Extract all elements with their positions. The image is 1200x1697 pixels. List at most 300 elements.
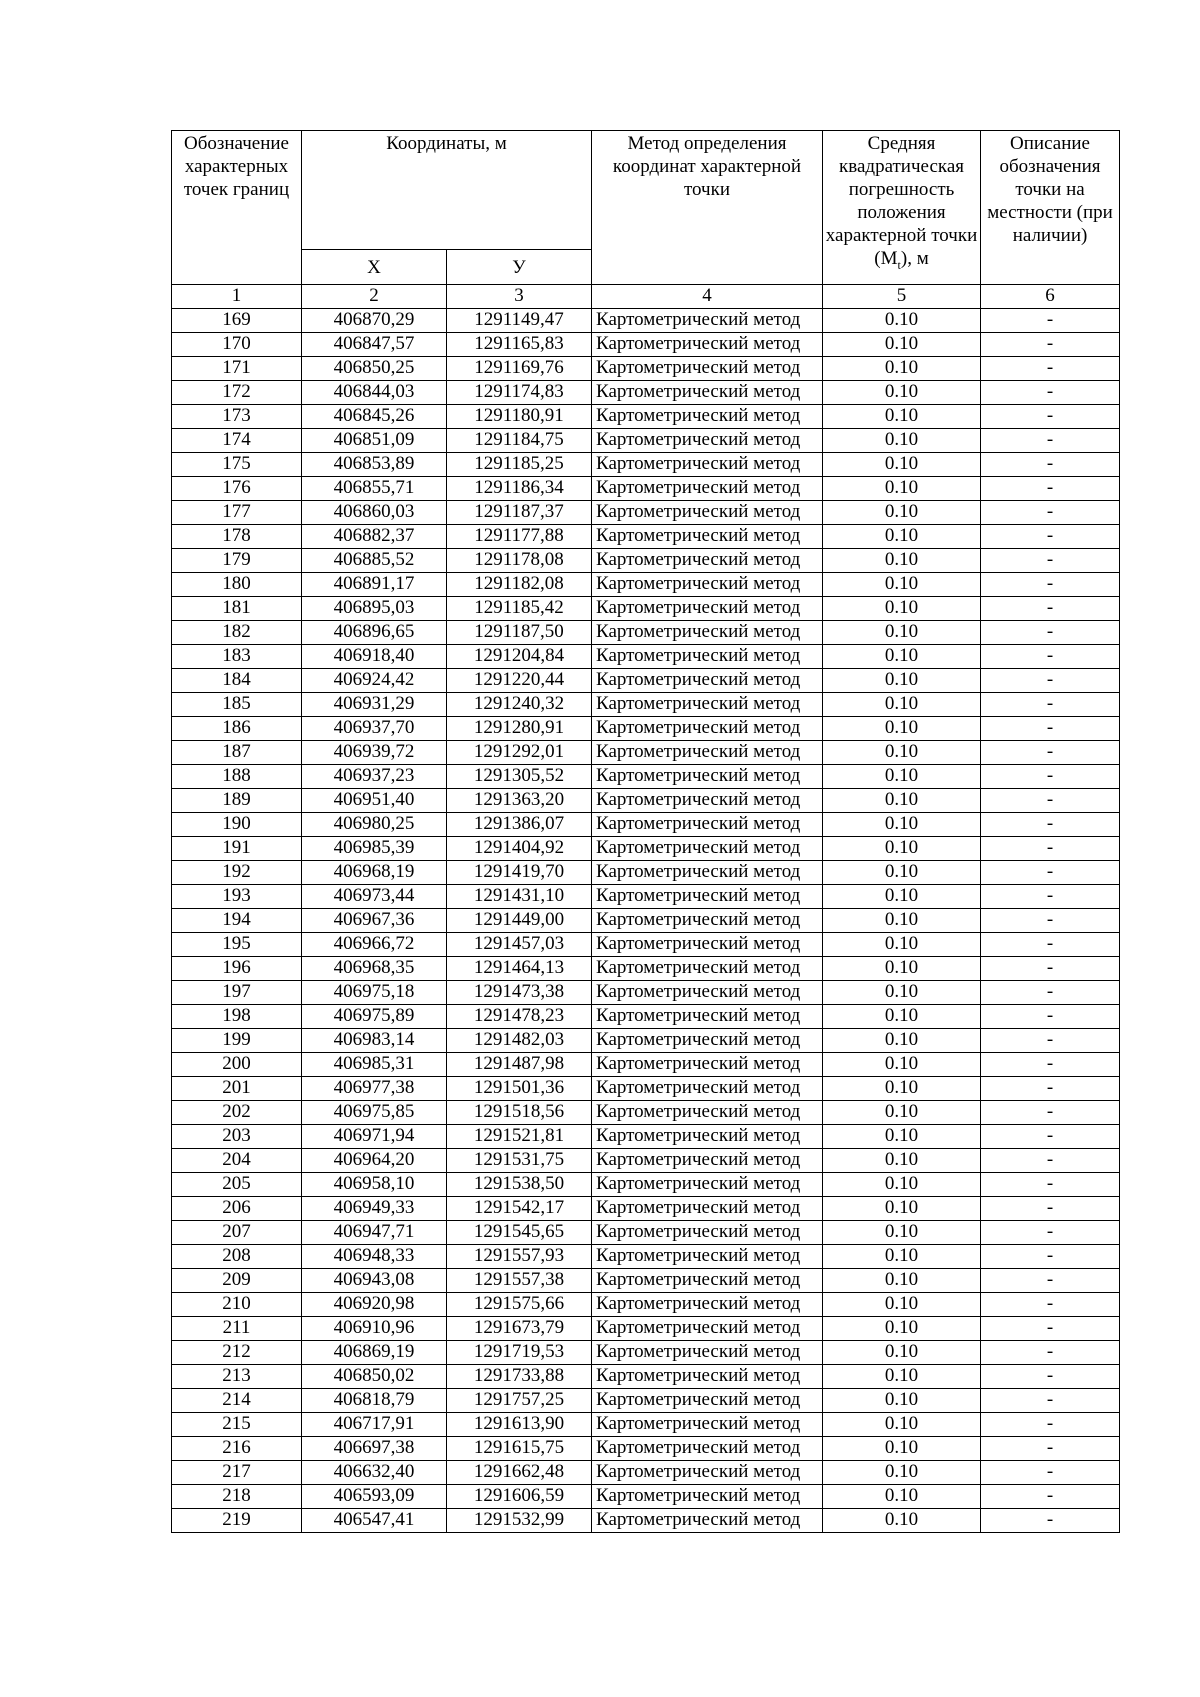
method-cell: Картометрический метод: [592, 525, 823, 549]
y-coordinate-cell: 1291542,17: [447, 1197, 592, 1221]
x-coordinate-cell: 406844,03: [302, 381, 447, 405]
error-cell: 0.10: [823, 765, 981, 789]
error-cell: 0.10: [823, 1245, 981, 1269]
method-cell: Картометрический метод: [592, 405, 823, 429]
y-coordinate-cell: 1291449,00: [447, 909, 592, 933]
header-error-text: Средняя квадратическая погрешность положения характерной точки (M: [825, 133, 978, 269]
error-cell: 0.10: [823, 597, 981, 621]
x-coordinate-cell: 406951,40: [302, 789, 447, 813]
x-coordinate-cell: 406964,20: [302, 1149, 447, 1173]
table-header: [172, 131, 1120, 285]
error-cell: 0.10: [823, 1197, 981, 1221]
y-coordinate-cell: 1291487,98: [447, 1053, 592, 1077]
point-id-cell: 212: [172, 1341, 302, 1365]
table-row: [172, 1053, 1120, 1077]
table-row: [172, 885, 1120, 909]
point-id-cell: 191: [172, 837, 302, 861]
method-cell: Картометрический метод: [592, 1485, 823, 1509]
x-coordinate-cell: 406948,33: [302, 1245, 447, 1269]
table-row: [172, 1077, 1120, 1101]
y-coordinate-cell: 1291521,81: [447, 1125, 592, 1149]
description-cell: -: [981, 933, 1120, 957]
table-row: [172, 741, 1120, 765]
table-row: [172, 1461, 1120, 1485]
description-cell: -: [981, 333, 1120, 357]
y-coordinate-cell: 1291557,38: [447, 1269, 592, 1293]
y-coordinate-cell: 1291733,88: [447, 1365, 592, 1389]
description-cell: -: [981, 1005, 1120, 1029]
table-row: [172, 1365, 1120, 1389]
method-cell: Картометрический метод: [592, 741, 823, 765]
error-cell: 0.10: [823, 309, 981, 333]
table-row: [172, 909, 1120, 933]
method-cell: Картометрический метод: [592, 669, 823, 693]
column-number: 6: [981, 285, 1120, 309]
method-cell: Картометрический метод: [592, 1509, 823, 1533]
method-cell: Картометрический метод: [592, 1317, 823, 1341]
table-row: [172, 717, 1120, 741]
method-cell: Картометрический метод: [592, 1005, 823, 1029]
y-coordinate-cell: 1291177,88: [447, 525, 592, 549]
description-cell: -: [981, 1293, 1120, 1317]
method-cell: Картометрический метод: [592, 309, 823, 333]
error-cell: 0.10: [823, 405, 981, 429]
description-cell: -: [981, 693, 1120, 717]
point-id-cell: 178: [172, 525, 302, 549]
x-coordinate-cell: 406632,40: [302, 1461, 447, 1485]
x-coordinate-cell: 406593,09: [302, 1485, 447, 1509]
description-cell: -: [981, 957, 1120, 981]
description-cell: -: [981, 453, 1120, 477]
point-id-cell: 210: [172, 1293, 302, 1317]
y-coordinate-cell: 1291187,50: [447, 621, 592, 645]
error-cell: 0.10: [823, 1317, 981, 1341]
point-id-cell: 211: [172, 1317, 302, 1341]
column-number-row: [172, 285, 1120, 309]
table-row: [172, 429, 1120, 453]
x-coordinate-cell: 406975,89: [302, 1005, 447, 1029]
method-cell: Картометрический метод: [592, 1053, 823, 1077]
x-coordinate-cell: 406971,94: [302, 1125, 447, 1149]
method-cell: Картометрический метод: [592, 621, 823, 645]
point-id-cell: 215: [172, 1413, 302, 1437]
y-coordinate-cell: 1291305,52: [447, 765, 592, 789]
error-cell: 0.10: [823, 381, 981, 405]
point-id-cell: 196: [172, 957, 302, 981]
method-cell: Картометрический метод: [592, 1149, 823, 1173]
y-coordinate-cell: 1291280,91: [447, 717, 592, 741]
description-cell: -: [981, 789, 1120, 813]
header-x: Х: [302, 250, 447, 285]
point-id-cell: 188: [172, 765, 302, 789]
x-coordinate-cell: 406697,38: [302, 1437, 447, 1461]
point-id-cell: 187: [172, 741, 302, 765]
description-cell: -: [981, 1029, 1120, 1053]
description-cell: -: [981, 477, 1120, 501]
y-coordinate-cell: 1291240,32: [447, 693, 592, 717]
y-coordinate-cell: 1291386,07: [447, 813, 592, 837]
table-row: [172, 861, 1120, 885]
error-cell: 0.10: [823, 981, 981, 1005]
y-coordinate-cell: 1291557,93: [447, 1245, 592, 1269]
method-cell: Картометрический метод: [592, 1413, 823, 1437]
x-coordinate-cell: 406958,10: [302, 1173, 447, 1197]
x-coordinate-cell: 406967,36: [302, 909, 447, 933]
point-id-cell: 202: [172, 1101, 302, 1125]
column-number: 3: [447, 285, 592, 309]
description-cell: -: [981, 525, 1120, 549]
description-cell: -: [981, 861, 1120, 885]
description-cell: -: [981, 573, 1120, 597]
point-id-cell: 201: [172, 1077, 302, 1101]
error-cell: 0.10: [823, 1509, 981, 1533]
error-cell: 0.10: [823, 837, 981, 861]
method-cell: Картометрический метод: [592, 1365, 823, 1389]
description-cell: -: [981, 405, 1120, 429]
point-id-cell: 213: [172, 1365, 302, 1389]
x-coordinate-cell: 406920,98: [302, 1293, 447, 1317]
table-row: [172, 621, 1120, 645]
y-coordinate-cell: 1291185,25: [447, 453, 592, 477]
description-cell: -: [981, 1053, 1120, 1077]
point-id-cell: 217: [172, 1461, 302, 1485]
error-cell: 0.10: [823, 1389, 981, 1413]
point-id-cell: 175: [172, 453, 302, 477]
x-coordinate-cell: 406947,71: [302, 1221, 447, 1245]
table-row: [172, 477, 1120, 501]
x-coordinate-cell: 406975,18: [302, 981, 447, 1005]
description-cell: -: [981, 765, 1120, 789]
y-coordinate-cell: 1291673,79: [447, 1317, 592, 1341]
header-error: [823, 131, 981, 285]
error-cell: 0.10: [823, 1053, 981, 1077]
y-coordinate-cell: 1291184,75: [447, 429, 592, 453]
error-cell: 0.10: [823, 621, 981, 645]
method-cell: Картометрический метод: [592, 1269, 823, 1293]
y-coordinate-cell: 1291174,83: [447, 381, 592, 405]
method-cell: Картометрический метод: [592, 1245, 823, 1269]
method-cell: Картометрический метод: [592, 1437, 823, 1461]
header-coordinates: Координаты, м: [302, 131, 592, 250]
method-cell: Картометрический метод: [592, 1173, 823, 1197]
table-row: [172, 597, 1120, 621]
table-row: [172, 1029, 1120, 1053]
error-cell: 0.10: [823, 549, 981, 573]
table-row: [172, 933, 1120, 957]
description-cell: -: [981, 309, 1120, 333]
description-cell: -: [981, 1149, 1120, 1173]
x-coordinate-cell: 406968,35: [302, 957, 447, 981]
method-cell: Картометрический метод: [592, 1341, 823, 1365]
method-cell: Картометрический метод: [592, 1293, 823, 1317]
method-cell: Картометрический метод: [592, 477, 823, 501]
description-cell: -: [981, 1269, 1120, 1293]
x-coordinate-cell: 406937,23: [302, 765, 447, 789]
method-cell: Картометрический метод: [592, 381, 823, 405]
coordinates-table: [171, 130, 1120, 1533]
point-id-cell: 181: [172, 597, 302, 621]
point-id-cell: 180: [172, 573, 302, 597]
table-row: [172, 1221, 1120, 1245]
description-cell: -: [981, 1485, 1120, 1509]
error-cell: 0.10: [823, 1437, 981, 1461]
method-cell: Картометрический метод: [592, 333, 823, 357]
method-cell: Картометрический метод: [592, 429, 823, 453]
header-method: Метод определения координат характерной точки: [592, 131, 823, 285]
point-id-cell: 194: [172, 909, 302, 933]
y-coordinate-cell: 1291186,34: [447, 477, 592, 501]
method-cell: Картометрический метод: [592, 597, 823, 621]
point-id-cell: 182: [172, 621, 302, 645]
description-cell: -: [981, 1317, 1120, 1341]
x-coordinate-cell: 406860,03: [302, 501, 447, 525]
y-coordinate-cell: 1291182,08: [447, 573, 592, 597]
point-id-cell: 186: [172, 717, 302, 741]
description-cell: -: [981, 885, 1120, 909]
method-cell: Картометрический метод: [592, 813, 823, 837]
x-coordinate-cell: 406985,39: [302, 837, 447, 861]
method-cell: Картометрический метод: [592, 693, 823, 717]
point-id-cell: 184: [172, 669, 302, 693]
x-coordinate-cell: 406939,72: [302, 741, 447, 765]
error-cell: 0.10: [823, 1125, 981, 1149]
table-row: [172, 1293, 1120, 1317]
method-cell: Картометрический метод: [592, 1461, 823, 1485]
method-cell: Картометрический метод: [592, 885, 823, 909]
point-id-cell: 193: [172, 885, 302, 909]
point-id-cell: 172: [172, 381, 302, 405]
error-cell: 0.10: [823, 717, 981, 741]
x-coordinate-cell: 406918,40: [302, 645, 447, 669]
y-coordinate-cell: 1291606,59: [447, 1485, 592, 1509]
table-row: [172, 1341, 1120, 1365]
method-cell: Картометрический метод: [592, 765, 823, 789]
x-coordinate-cell: 406931,29: [302, 693, 447, 717]
x-coordinate-cell: 406870,29: [302, 309, 447, 333]
point-id-cell: 216: [172, 1437, 302, 1461]
x-coordinate-cell: 406937,70: [302, 717, 447, 741]
header-y: У: [447, 250, 592, 285]
table-row: [172, 1269, 1120, 1293]
description-cell: -: [981, 1389, 1120, 1413]
point-id-cell: 206: [172, 1197, 302, 1221]
error-cell: 0.10: [823, 909, 981, 933]
point-id-cell: 195: [172, 933, 302, 957]
point-id-cell: 189: [172, 789, 302, 813]
error-cell: 0.10: [823, 957, 981, 981]
y-coordinate-cell: 1291204,84: [447, 645, 592, 669]
header-designation: Обозначение характерных точек границ: [172, 131, 302, 285]
x-coordinate-cell: 406869,19: [302, 1341, 447, 1365]
table-row: [172, 1317, 1120, 1341]
x-coordinate-cell: 406882,37: [302, 525, 447, 549]
method-cell: Картометрический метод: [592, 933, 823, 957]
method-cell: Картометрический метод: [592, 645, 823, 669]
y-coordinate-cell: 1291185,42: [447, 597, 592, 621]
y-coordinate-cell: 1291482,03: [447, 1029, 592, 1053]
column-number: 4: [592, 285, 823, 309]
table-row: [172, 789, 1120, 813]
table-row: [172, 1005, 1120, 1029]
table-row: [172, 693, 1120, 717]
error-cell: 0.10: [823, 861, 981, 885]
table-row: [172, 333, 1120, 357]
method-cell: Картометрический метод: [592, 1125, 823, 1149]
error-cell: 0.10: [823, 453, 981, 477]
y-coordinate-cell: 1291662,48: [447, 1461, 592, 1485]
y-coordinate-cell: 1291363,20: [447, 789, 592, 813]
point-id-cell: 177: [172, 501, 302, 525]
error-cell: 0.10: [823, 813, 981, 837]
table-row: [172, 813, 1120, 837]
table-row: [172, 453, 1120, 477]
point-id-cell: 208: [172, 1245, 302, 1269]
x-coordinate-cell: 406975,85: [302, 1101, 447, 1125]
error-cell: 0.10: [823, 501, 981, 525]
x-coordinate-cell: 406850,25: [302, 357, 447, 381]
point-id-cell: 199: [172, 1029, 302, 1053]
error-cell: 0.10: [823, 669, 981, 693]
description-cell: -: [981, 837, 1120, 861]
error-cell: 0.10: [823, 1413, 981, 1437]
description-cell: -: [981, 1365, 1120, 1389]
error-cell: 0.10: [823, 1485, 981, 1509]
table-row: [172, 981, 1120, 1005]
table-row: [172, 645, 1120, 669]
table-row: [172, 1437, 1120, 1461]
table-row: [172, 1173, 1120, 1197]
point-id-cell: 190: [172, 813, 302, 837]
x-coordinate-cell: 406847,57: [302, 333, 447, 357]
point-id-cell: 214: [172, 1389, 302, 1413]
table-row: [172, 381, 1120, 405]
y-coordinate-cell: 1291457,03: [447, 933, 592, 957]
point-id-cell: 200: [172, 1053, 302, 1077]
method-cell: Картометрический метод: [592, 453, 823, 477]
description-cell: -: [981, 1509, 1120, 1533]
error-cell: 0.10: [823, 1101, 981, 1125]
description-cell: -: [981, 741, 1120, 765]
x-coordinate-cell: 406980,25: [302, 813, 447, 837]
error-cell: 0.10: [823, 789, 981, 813]
table-row: [172, 1245, 1120, 1269]
description-cell: -: [981, 1101, 1120, 1125]
table-row: [172, 1509, 1120, 1533]
description-cell: -: [981, 981, 1120, 1005]
method-cell: Картометрический метод: [592, 357, 823, 381]
y-coordinate-cell: 1291178,08: [447, 549, 592, 573]
x-coordinate-cell: 406855,71: [302, 477, 447, 501]
table-row: [172, 1149, 1120, 1173]
y-coordinate-cell: 1291404,92: [447, 837, 592, 861]
table-row: [172, 837, 1120, 861]
method-cell: Картометрический метод: [592, 909, 823, 933]
y-coordinate-cell: 1291180,91: [447, 405, 592, 429]
point-id-cell: 171: [172, 357, 302, 381]
table-row: [172, 549, 1120, 573]
table-row: [172, 1485, 1120, 1509]
x-coordinate-cell: 406850,02: [302, 1365, 447, 1389]
description-cell: -: [981, 1221, 1120, 1245]
error-cell: 0.10: [823, 1461, 981, 1485]
y-coordinate-cell: 1291473,38: [447, 981, 592, 1005]
y-coordinate-cell: 1291719,53: [447, 1341, 592, 1365]
x-coordinate-cell: 406977,38: [302, 1077, 447, 1101]
error-cell: 0.10: [823, 1365, 981, 1389]
error-cell: 0.10: [823, 741, 981, 765]
x-coordinate-cell: 406547,41: [302, 1509, 447, 1533]
description-cell: -: [981, 1341, 1120, 1365]
x-coordinate-cell: 406845,26: [302, 405, 447, 429]
description-cell: -: [981, 381, 1120, 405]
method-cell: Картометрический метод: [592, 1389, 823, 1413]
y-coordinate-cell: 1291292,01: [447, 741, 592, 765]
point-id-cell: 218: [172, 1485, 302, 1509]
point-id-cell: 183: [172, 645, 302, 669]
error-cell: 0.10: [823, 645, 981, 669]
table-body: [172, 285, 1120, 1533]
x-coordinate-cell: 406943,08: [302, 1269, 447, 1293]
x-coordinate-cell: 406895,03: [302, 597, 447, 621]
description-cell: -: [981, 717, 1120, 741]
error-cell: 0.10: [823, 429, 981, 453]
description-cell: -: [981, 549, 1120, 573]
error-cell: 0.10: [823, 573, 981, 597]
error-cell: 0.10: [823, 477, 981, 501]
point-id-cell: 205: [172, 1173, 302, 1197]
point-id-cell: 192: [172, 861, 302, 885]
column-number: 2: [302, 285, 447, 309]
point-id-cell: 197: [172, 981, 302, 1005]
point-id-cell: 173: [172, 405, 302, 429]
table-row: [172, 1197, 1120, 1221]
header-description: Описание обозначения точки на местности (при наличии): [981, 131, 1120, 285]
description-cell: -: [981, 909, 1120, 933]
description-cell: -: [981, 645, 1120, 669]
point-id-cell: 198: [172, 1005, 302, 1029]
point-id-cell: 176: [172, 477, 302, 501]
description-cell: -: [981, 813, 1120, 837]
description-cell: -: [981, 1125, 1120, 1149]
table-row: [172, 1125, 1120, 1149]
table-row: [172, 1101, 1120, 1125]
y-coordinate-cell: 1291613,90: [447, 1413, 592, 1437]
point-id-cell: 170: [172, 333, 302, 357]
y-coordinate-cell: 1291478,23: [447, 1005, 592, 1029]
method-cell: Картометрический метод: [592, 573, 823, 597]
y-coordinate-cell: 1291464,13: [447, 957, 592, 981]
description-cell: -: [981, 1413, 1120, 1437]
description-cell: -: [981, 429, 1120, 453]
y-coordinate-cell: 1291220,44: [447, 669, 592, 693]
y-coordinate-cell: 1291518,56: [447, 1101, 592, 1125]
table-row: [172, 765, 1120, 789]
error-cell: 0.10: [823, 1005, 981, 1029]
method-cell: Картометрический метод: [592, 1197, 823, 1221]
method-cell: Картометрический метод: [592, 1077, 823, 1101]
description-cell: -: [981, 1461, 1120, 1485]
point-id-cell: 169: [172, 309, 302, 333]
table-row: [172, 309, 1120, 333]
y-coordinate-cell: 1291165,83: [447, 333, 592, 357]
table-row: [172, 957, 1120, 981]
description-cell: -: [981, 1245, 1120, 1269]
error-cell: 0.10: [823, 333, 981, 357]
error-cell: 0.10: [823, 1029, 981, 1053]
table-row: [172, 501, 1120, 525]
error-cell: 0.10: [823, 885, 981, 909]
x-coordinate-cell: 406949,33: [302, 1197, 447, 1221]
